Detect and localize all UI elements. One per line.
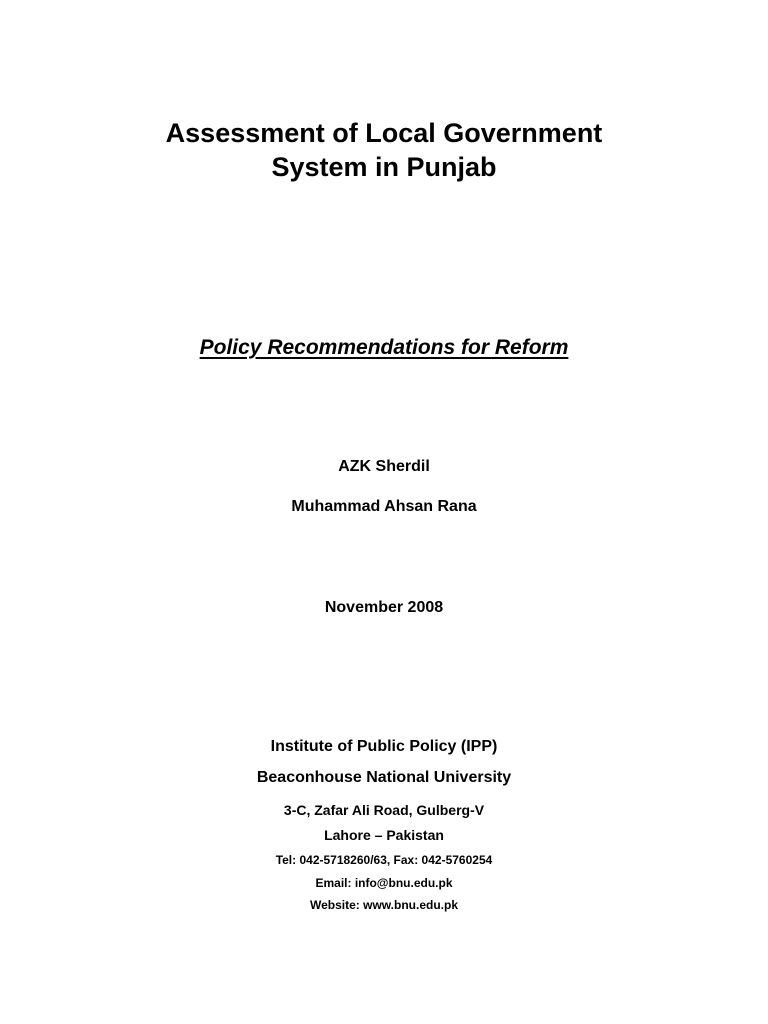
city-country: Lahore – Pakistan (324, 827, 444, 843)
author-2: Muhammad Ahsan Rana (291, 498, 477, 515)
university-name: Beaconhouse National University (256, 769, 512, 786)
document-title-line-2: System in Punjab (271, 152, 497, 182)
document-title-line-1: Assessment of Local Government (165, 118, 603, 148)
document-subtitle: Policy Recommendations for Reform (199, 336, 569, 359)
institution-name: Institute of Public Policy (IPP) (270, 738, 498, 755)
tel-fax: Tel: 042-5718260/63, Fax: 042-5760254 (275, 853, 493, 867)
website-address: Website: www.bnu.edu.pk (309, 898, 458, 912)
author-1: AZK Sherdil (338, 458, 430, 475)
document-date: November 2008 (324, 599, 444, 616)
address-line: 3-C, Zafar Ali Road, Gulberg-V (283, 802, 485, 818)
email-address: Email: info@bnu.edu.pk (315, 876, 453, 890)
